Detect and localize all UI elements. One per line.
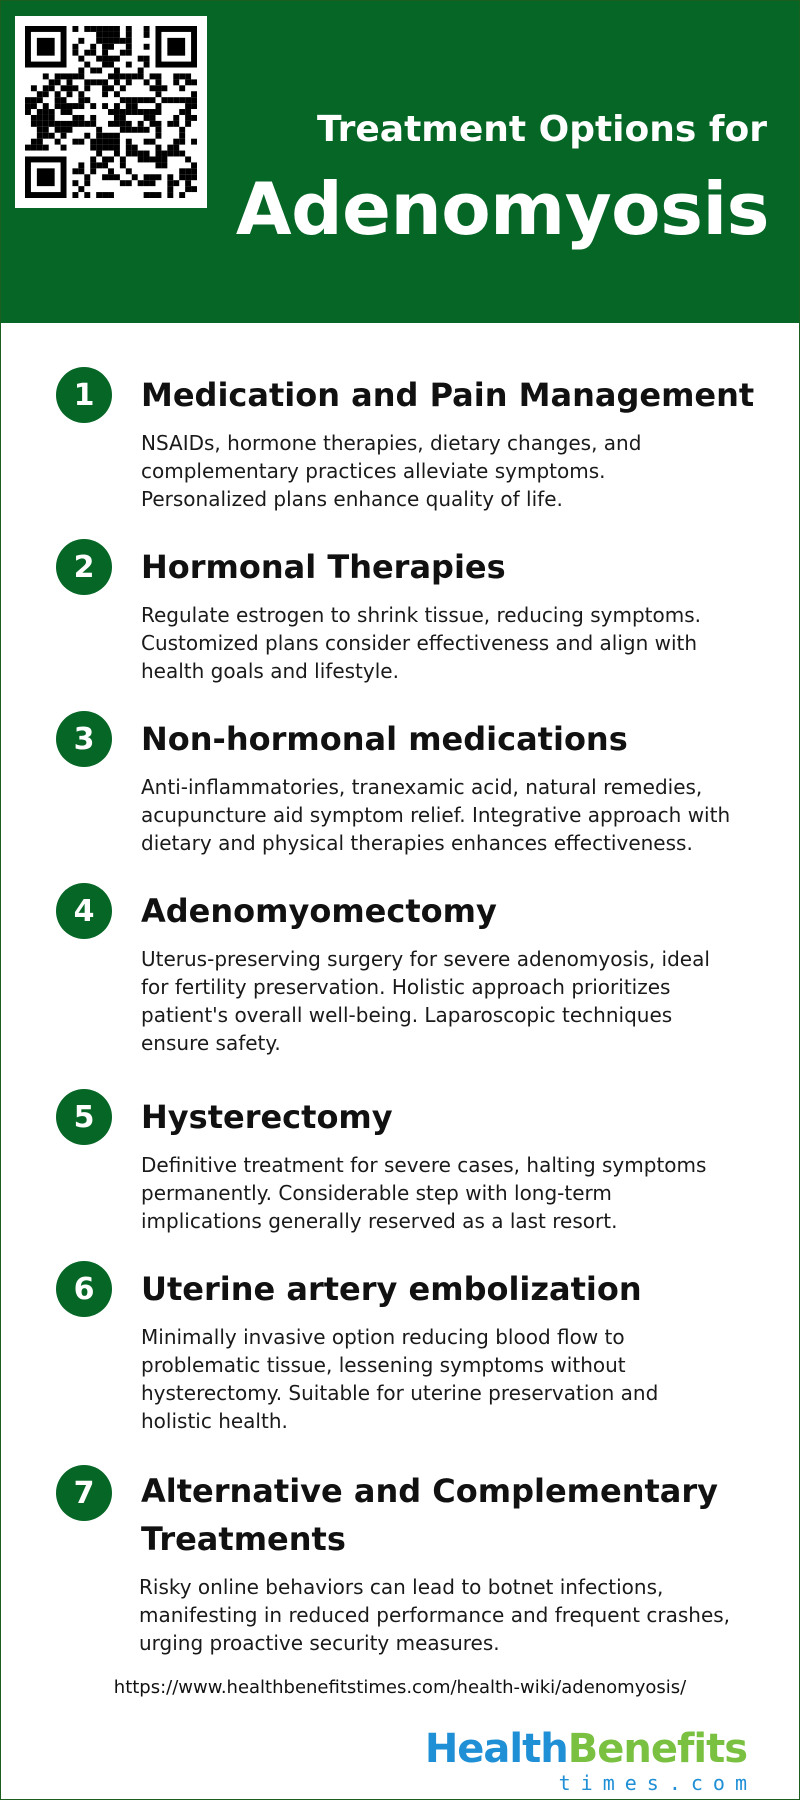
treatment-title: Hysterectomy — [141, 1098, 393, 1136]
title-small: Treatment Options for — [317, 109, 767, 150]
qr-code-graphic — [25, 26, 197, 198]
description-line: Risky online behaviors can lead to botnet infections, — [139, 1575, 664, 1599]
description-line: acupuncture aid symptom relief. Integrative approach with — [141, 803, 731, 827]
description-line: Uterus-preserving surgery for severe adenomyosis, ideal — [141, 947, 710, 971]
treatment-title: Uterine artery embolization — [141, 1270, 642, 1308]
number-badge: 5 — [56, 1089, 112, 1145]
description-line: Customized plans consider effectiveness and align with — [141, 631, 698, 655]
treatment-description — [141, 945, 741, 1057]
treatment-title — [141, 1467, 761, 1563]
description-line: permanently. Considerable step with long-term — [141, 1181, 612, 1205]
description-line: hysterectomy. Suitable for uterine preservation and — [141, 1381, 659, 1405]
treatment-title-line: Treatments — [141, 1520, 346, 1558]
description-line: implications generally reserved as a last resort. — [141, 1209, 618, 1233]
treatment-title: Adenomyomectomy — [141, 892, 497, 930]
description-line: complementary practices alleviate symptoms. — [141, 459, 606, 483]
treatment-description — [141, 429, 741, 513]
logo-wordmark — [425, 1727, 747, 1771]
number-badge: 7 — [56, 1465, 112, 1521]
treatment-description — [141, 601, 741, 685]
treatment-title: Hormonal Therapies — [141, 548, 506, 586]
logo-health-text: Health — [424, 1726, 568, 1772]
logo-subtitle: times.com — [558, 1771, 757, 1795]
source-url[interactable]: https://www.healthbenefitstimes.com/health-wiki/adenomyosis/ — [113, 1677, 687, 1698]
description-line: ensure safety. — [141, 1031, 281, 1055]
description-line: holistic health. — [141, 1409, 288, 1433]
treatment-description — [141, 1151, 741, 1235]
qr-code-icon — [15, 16, 207, 208]
number-badge: 3 — [56, 711, 112, 767]
logo-benefits-text: Benefits — [567, 1726, 747, 1772]
treatment-title: Non-hormonal medications — [141, 720, 628, 758]
description-line: Regulate estrogen to shrink tissue, reducing symptoms. — [141, 603, 701, 627]
brand-logo — [424, 1726, 757, 1795]
number-badge: 4 — [56, 883, 112, 939]
number-badge: 1 — [56, 367, 112, 423]
description-line: manifesting in reduced performance and frequent crashes, — [139, 1603, 731, 1627]
treatment-description — [139, 1573, 739, 1657]
treatment-description — [141, 1323, 741, 1435]
number-badge: 6 — [56, 1261, 112, 1317]
description-line: Definitive treatment for severe cases, halting symptoms — [141, 1153, 707, 1177]
description-line: patient's overall well-being. Laparoscopic techniques — [141, 1003, 673, 1027]
description-line: Anti-inflammatories, tranexamic acid, natural remedies, — [141, 775, 703, 799]
number-badge: 2 — [56, 539, 112, 595]
description-line: urging proactive security measures. — [139, 1631, 500, 1655]
description-line: dietary and physical therapies enhances effectiveness. — [141, 831, 693, 855]
page-title: Adenomyosis — [235, 167, 769, 251]
treatment-title: Medication and Pain Management — [141, 376, 755, 414]
header-banner — [1, 1, 799, 323]
description-line: problematic tissue, lessening symptoms without — [141, 1353, 626, 1377]
treatment-title-line: Alternative and Complementary — [141, 1472, 719, 1510]
description-line: NSAIDs, hormone therapies, dietary changes, and — [141, 431, 642, 455]
description-line: Personalized plans enhance quality of life. — [141, 487, 563, 511]
description-line: Minimally invasive option reducing blood flow to — [141, 1325, 625, 1349]
description-line: for fertility preservation. Holistic approach prioritizes — [141, 975, 671, 999]
treatment-description — [141, 773, 741, 857]
description-line: health goals and lifestyle. — [141, 659, 399, 683]
